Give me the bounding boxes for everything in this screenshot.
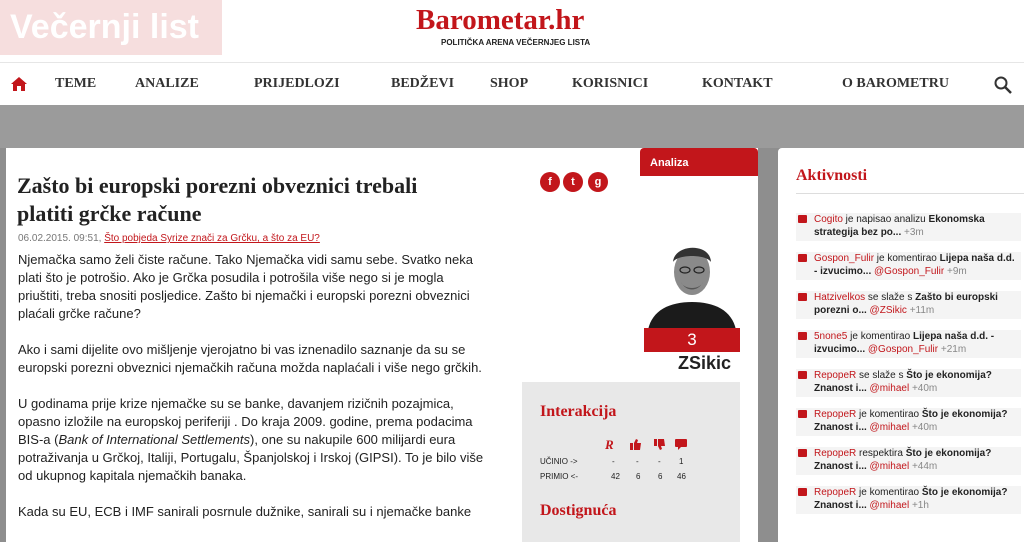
search-icon[interactable] — [994, 76, 1012, 94]
respect-icon: R — [605, 437, 614, 452]
barometar-logo[interactable]: Barometar.hr — [416, 4, 585, 36]
home-icon[interactable] — [10, 76, 28, 92]
activity-item[interactable]: RepopeR se slaže s Što je ekonomija? Znanost i... @mihael +40m — [796, 369, 1021, 397]
activity-icon — [798, 488, 807, 496]
author-avatar[interactable] — [644, 232, 740, 330]
nav-item-shop[interactable]: SHOP — [490, 76, 529, 91]
author-score: 3 — [644, 328, 740, 352]
activity-item[interactable]: RepopeR je komentirao Što je ekonomija? Znanost i... @mihael +1h — [796, 486, 1021, 514]
comment-icon — [675, 439, 687, 450]
divider — [796, 193, 1024, 194]
primio-value: 42 — [611, 472, 620, 481]
author-name[interactable]: ZSikic — [678, 353, 732, 373]
category-label: Analiza — [650, 157, 689, 169]
activity-icon — [798, 449, 807, 457]
ucinio-value: - — [658, 457, 661, 466]
activity-icon — [798, 254, 807, 262]
ucinio-value: - — [636, 457, 639, 466]
primio-value: 6 — [636, 472, 641, 481]
activity-icon — [798, 371, 807, 379]
main-nav — [0, 62, 1024, 105]
article-body — [18, 251, 488, 539]
activity-icon — [798, 215, 807, 223]
activity-icon — [798, 332, 807, 340]
twitter-icon[interactable]: t — [563, 172, 583, 192]
primio-value: 46 — [677, 472, 686, 481]
article-meta — [18, 233, 320, 244]
activity-item[interactable]: Hatzivelkos se slaže s Zašto bi europski porezni o... @ZSikic +11m — [796, 291, 1021, 319]
activity-item[interactable]: 5none5 je komentirao Lijepa naša d.d. - izvucimo... @Gospon_Fulir +21m — [796, 330, 1021, 358]
nav-item-korisnici[interactable]: KORISNICI — [572, 76, 649, 91]
primio-label: PRIMIO <- — [540, 472, 579, 481]
paragraph: Kada su EU, ECB i IMF sanirali posrnule dužnike, sanirali su i njemačke banke — [18, 504, 472, 519]
activity-item[interactable]: Cogito je napisao analizu Ekonomska strategija bez po... +3m — [796, 213, 1021, 241]
top-header — [0, 0, 1024, 62]
paragraph: Ako i sami dijelite ovo mišljenje vjerojatno bi vas iznenadilo saznanje da su se europski porezni obveznici njemačkih računa možda naplaćali i više nego grčkih. — [18, 342, 482, 375]
facebook-icon[interactable]: f — [540, 172, 560, 192]
aktivnosti-title: Aktivnosti — [796, 167, 868, 184]
nav-item-o-barometru[interactable]: O BAROMETRU — [842, 76, 949, 91]
activity-icon — [798, 293, 807, 301]
ucinio-value: 1 — [679, 457, 684, 466]
activity-item[interactable]: RepopeR respektira Što je ekonomija? Znanost i... @mihael +44m — [796, 447, 1021, 475]
dostignuca-title: Dostignuća — [540, 502, 617, 519]
article-date: 06.02.2015. 09:51, — [18, 233, 102, 244]
google-plus-icon[interactable]: g — [588, 172, 608, 192]
nav-item-prijedlozi[interactable]: PRIJEDLOZI — [254, 76, 340, 91]
activity-item[interactable]: Gospon_Fulir je komentirao Lijepa naša d.d. - izvucimo... @Gospon_Fulir +9m — [796, 252, 1021, 280]
interakcija-title: Interakcija — [540, 403, 617, 420]
article-title: Zašto bi europski porezni obveznici trebali platiti grčke račune — [17, 173, 418, 226]
category-tab[interactable] — [640, 148, 758, 176]
banner-band — [0, 105, 1024, 148]
related-link[interactable]: Što pobjeda Syrize znači za Grčku, a što za EU? — [104, 233, 320, 244]
activity-icon — [798, 410, 807, 418]
dislike-icon — [654, 439, 665, 450]
paragraph: U godinama prije krize njemačke su se banke, davanjem rizičnih pozajmica, opasno izložile na europskoj periferiji . Do kraja 2009. godine, prema podacima BIS-a (Bank of International Settlements), one su nakupile 600 milijardi eura potraživanja u Grčkoj, Italiji, Portugalu, Španjolskoj i Irskoj (GIPSI). To je bilo više od ukupnog kapitala njemačkih banaka. — [18, 396, 484, 483]
ucinio-label: UČINIO -> — [540, 457, 578, 466]
vecernji-logo[interactable]: Večernji list — [0, 0, 222, 55]
nav-item-analize[interactable]: ANALIZE — [135, 76, 199, 91]
tagline: POLITIČKA ARENA VEČERNJEG LISTA — [441, 38, 591, 47]
activity-item[interactable]: RepopeR je komentirao Što je ekonomija? Znanost i... @mihael +40m — [796, 408, 1021, 436]
nav-item-kontakt[interactable]: KONTAKT — [702, 76, 773, 91]
paragraph: Njemačka samo želi čiste račune. Tako Njemačka vidi samu sebe. Svatko neka plati što je potrošio. Ako je Grčka posudila i potrošila više nego si je mogla priuštiti, treba snositi posljedice. Zašto bi njemački i europski porezni obveznici plaćali grčke račune? — [18, 252, 473, 321]
nav-item-bedzevi[interactable]: BEDŽEVI — [391, 76, 455, 91]
ucinio-value: - — [612, 457, 615, 466]
nav-item-teme[interactable]: TEME — [55, 76, 97, 91]
primio-value: 6 — [658, 472, 663, 481]
like-icon — [630, 439, 641, 450]
